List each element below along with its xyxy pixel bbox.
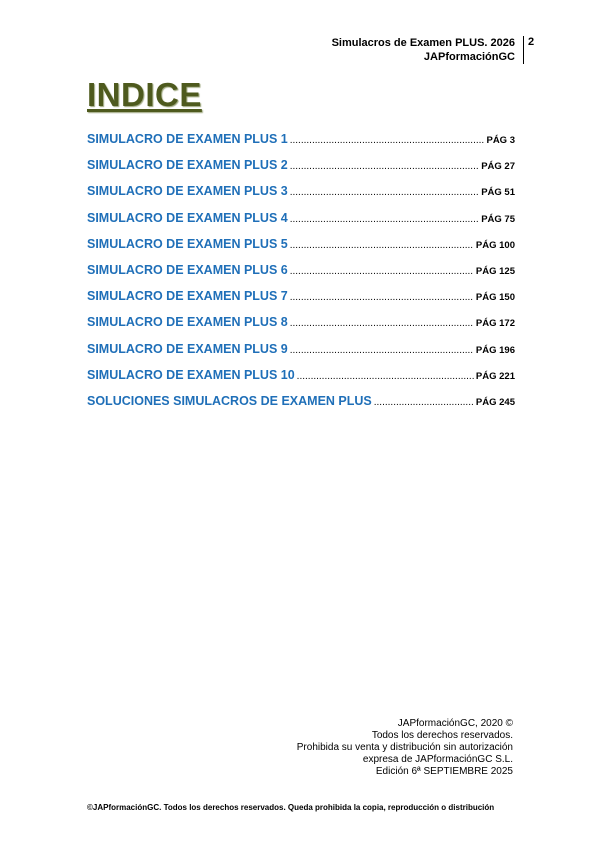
toc-leader	[290, 187, 479, 198]
toc-page: PÁG 150	[475, 292, 515, 304]
toc-entry[interactable]	[87, 184, 515, 210]
toc-entry[interactable]	[87, 315, 515, 341]
toc-entry[interactable]	[87, 237, 515, 263]
table-of-contents	[87, 132, 515, 420]
toc-leader	[290, 266, 474, 277]
toc-leader	[374, 397, 474, 408]
toc-page: PÁG 3	[486, 135, 515, 146]
toc-label: SOLUCIONES SIMULACROS DE EXAMEN PLUS	[87, 393, 372, 408]
toc-leader	[290, 135, 485, 146]
header-title: Simulacros de Examen PLUS. 2026	[331, 37, 515, 49]
copyright-line: expresa de JAPformaciónGC S.L.	[362, 754, 513, 765]
page-number: 2	[528, 36, 535, 48]
toc-entry[interactable]	[87, 368, 515, 394]
toc-entry[interactable]	[87, 263, 515, 289]
toc-page: PÁG 100	[475, 239, 515, 251]
toc-leader	[290, 318, 474, 329]
toc-entry[interactable]	[87, 158, 515, 184]
toc-label: SIMULACRO DE EXAMEN PLUS 3	[87, 184, 288, 199]
toc-entry[interactable]	[87, 211, 515, 237]
toc-page: PÁG 51	[481, 187, 515, 199]
toc-label: SIMULACRO DE EXAMEN PLUS 7	[87, 289, 288, 304]
index-title: INDICE	[87, 76, 202, 113]
toc-label: SIMULACRO DE EXAMEN PLUS 4	[87, 210, 288, 225]
toc-label: SIMULACRO DE EXAMEN PLUS 8	[87, 315, 288, 330]
toc-label: SIMULACRO DE EXAMEN PLUS 1	[87, 132, 288, 146]
page-footer: ©JAPformaciónGC. Todos los derechos reservados. Queda prohibida la copia, reproducción o distribución	[87, 803, 495, 812]
copyright-notice	[297, 718, 513, 778]
toc-label: SIMULACRO DE EXAMEN PLUS 5	[87, 236, 288, 251]
toc-page: PÁG 221	[475, 370, 515, 382]
copyright-line: Prohibida su venta y distribución sin autorización	[296, 742, 513, 753]
toc-leader	[290, 345, 474, 356]
toc-page: PÁG 196	[475, 344, 515, 356]
copyright-line: Todos los derechos reservados.	[371, 730, 513, 741]
toc-leader	[290, 240, 474, 251]
toc-label: SIMULACRO DE EXAMEN PLUS 10	[87, 367, 295, 382]
toc-entry[interactable]	[87, 132, 515, 158]
toc-entry[interactable]	[87, 289, 515, 315]
toc-leader	[290, 214, 479, 225]
toc-label: SIMULACRO DE EXAMEN PLUS 2	[87, 158, 288, 173]
toc-page: PÁG 75	[481, 213, 515, 225]
toc-label: SIMULACRO DE EXAMEN PLUS 6	[87, 262, 288, 277]
toc-leader	[290, 161, 479, 172]
toc-entry[interactable]	[87, 394, 515, 420]
toc-leader	[297, 371, 474, 382]
toc-leader	[290, 292, 474, 303]
edition-line: Edición 6ª SEPTIEMBRE 2025	[375, 766, 513, 777]
toc-page: PÁG 125	[475, 265, 515, 277]
running-header	[332, 36, 524, 64]
toc-page: PÁG 172	[475, 318, 515, 330]
copyright-line: JAPformaciónGC, 2020 ©	[397, 718, 513, 729]
toc-label: SIMULACRO DE EXAMEN PLUS 9	[87, 341, 288, 356]
toc-page: PÁG 27	[481, 161, 515, 173]
header-brand: JAPformaciónGC	[423, 51, 515, 63]
toc-entry[interactable]	[87, 342, 515, 368]
toc-page: PÁG 245	[475, 396, 515, 408]
